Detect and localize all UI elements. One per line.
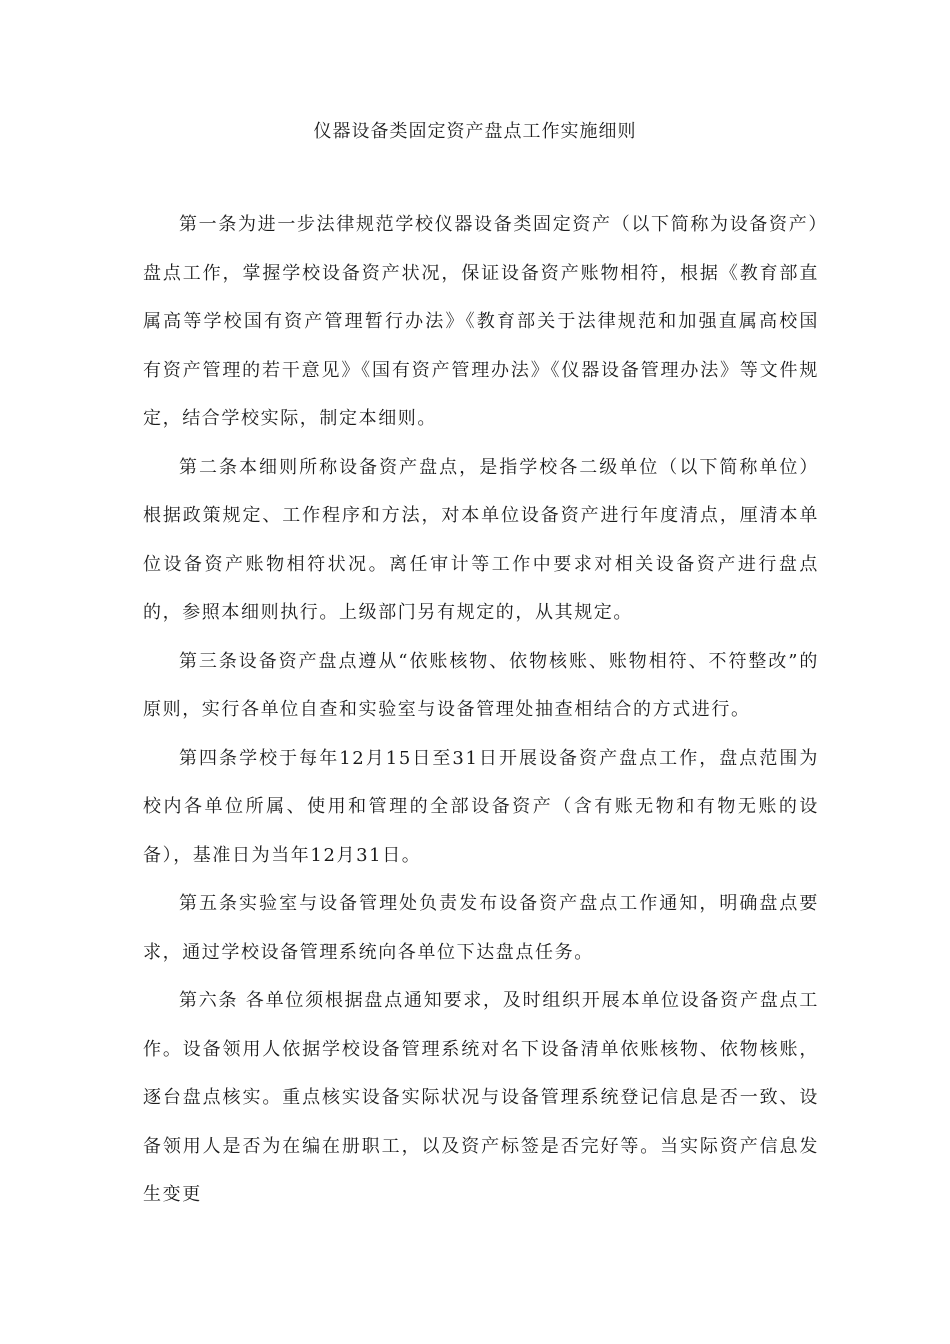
- document-title: 仪器设备类固定资产盘点工作实施细则: [313, 121, 637, 142]
- paragraph-article-4: 第四条学校于每年12月15日至31日开展设备资产盘点工作，盘点范围为校内各单位所属、使用和管理的全部设备资产（含有账无物和有物无账的设备），基准日为当年12月31日。: [143, 747, 819, 866]
- document-body: [143, 201, 819, 1220]
- paragraph-article-6: 第六条 各单位须根据盘点通知要求，及时组织开展本单位设备资产盘点工作。设备领用人依据学校设备管理系统对名下设备清单依账核物、依物核账，逐台盘点核实。重点核实设备实际状况与设备管理系统登记信息是否一致、设备领用人是否为在编在册职工，以及资产标签是否完好等。当实际资产信息发生变更: [143, 990, 819, 1205]
- paragraph-article-1: 第一条为进一步法律规范学校仪器设备类固定资产（以下简称为设备资产）盘点工作，掌握学校设备资产状况，保证设备资产账物相符，根据《教育部直属高等学校国有资产管理暂行办法》《教育部关于法律规范和加强直属高校国有资产管理的若干意见》《国有资产管理办法》《仪器设备管理办法》等文件规定，结合学校实际，制定本细则。: [143, 214, 819, 429]
- paragraph-article-2: 第二条本细则所称设备资产盘点，是指学校各二级单位（以下简称单位）根据政策规定、工作程序和方法，对本单位设备资产进行年度清点，厘清本单位设备资产账物相符状况。离任审计等工作中要求对相关设备资产进行盘点的，参照本细则执行。上级部门另有规定的，从其规定。: [143, 456, 819, 623]
- paragraph-article-3: 第三条设备资产盘点遵从“依账核物、依物核账、账物相符、不符整改”的原则，实行各单位自查和实验室与设备管理处抽查相结合的方式进行。: [143, 650, 819, 720]
- paragraph-article-5: 第五条实验室与设备管理处负责发布设备资产盘点工作通知，明确盘点要求，通过学校设备管理系统向各单位下达盘点任务。: [143, 893, 819, 963]
